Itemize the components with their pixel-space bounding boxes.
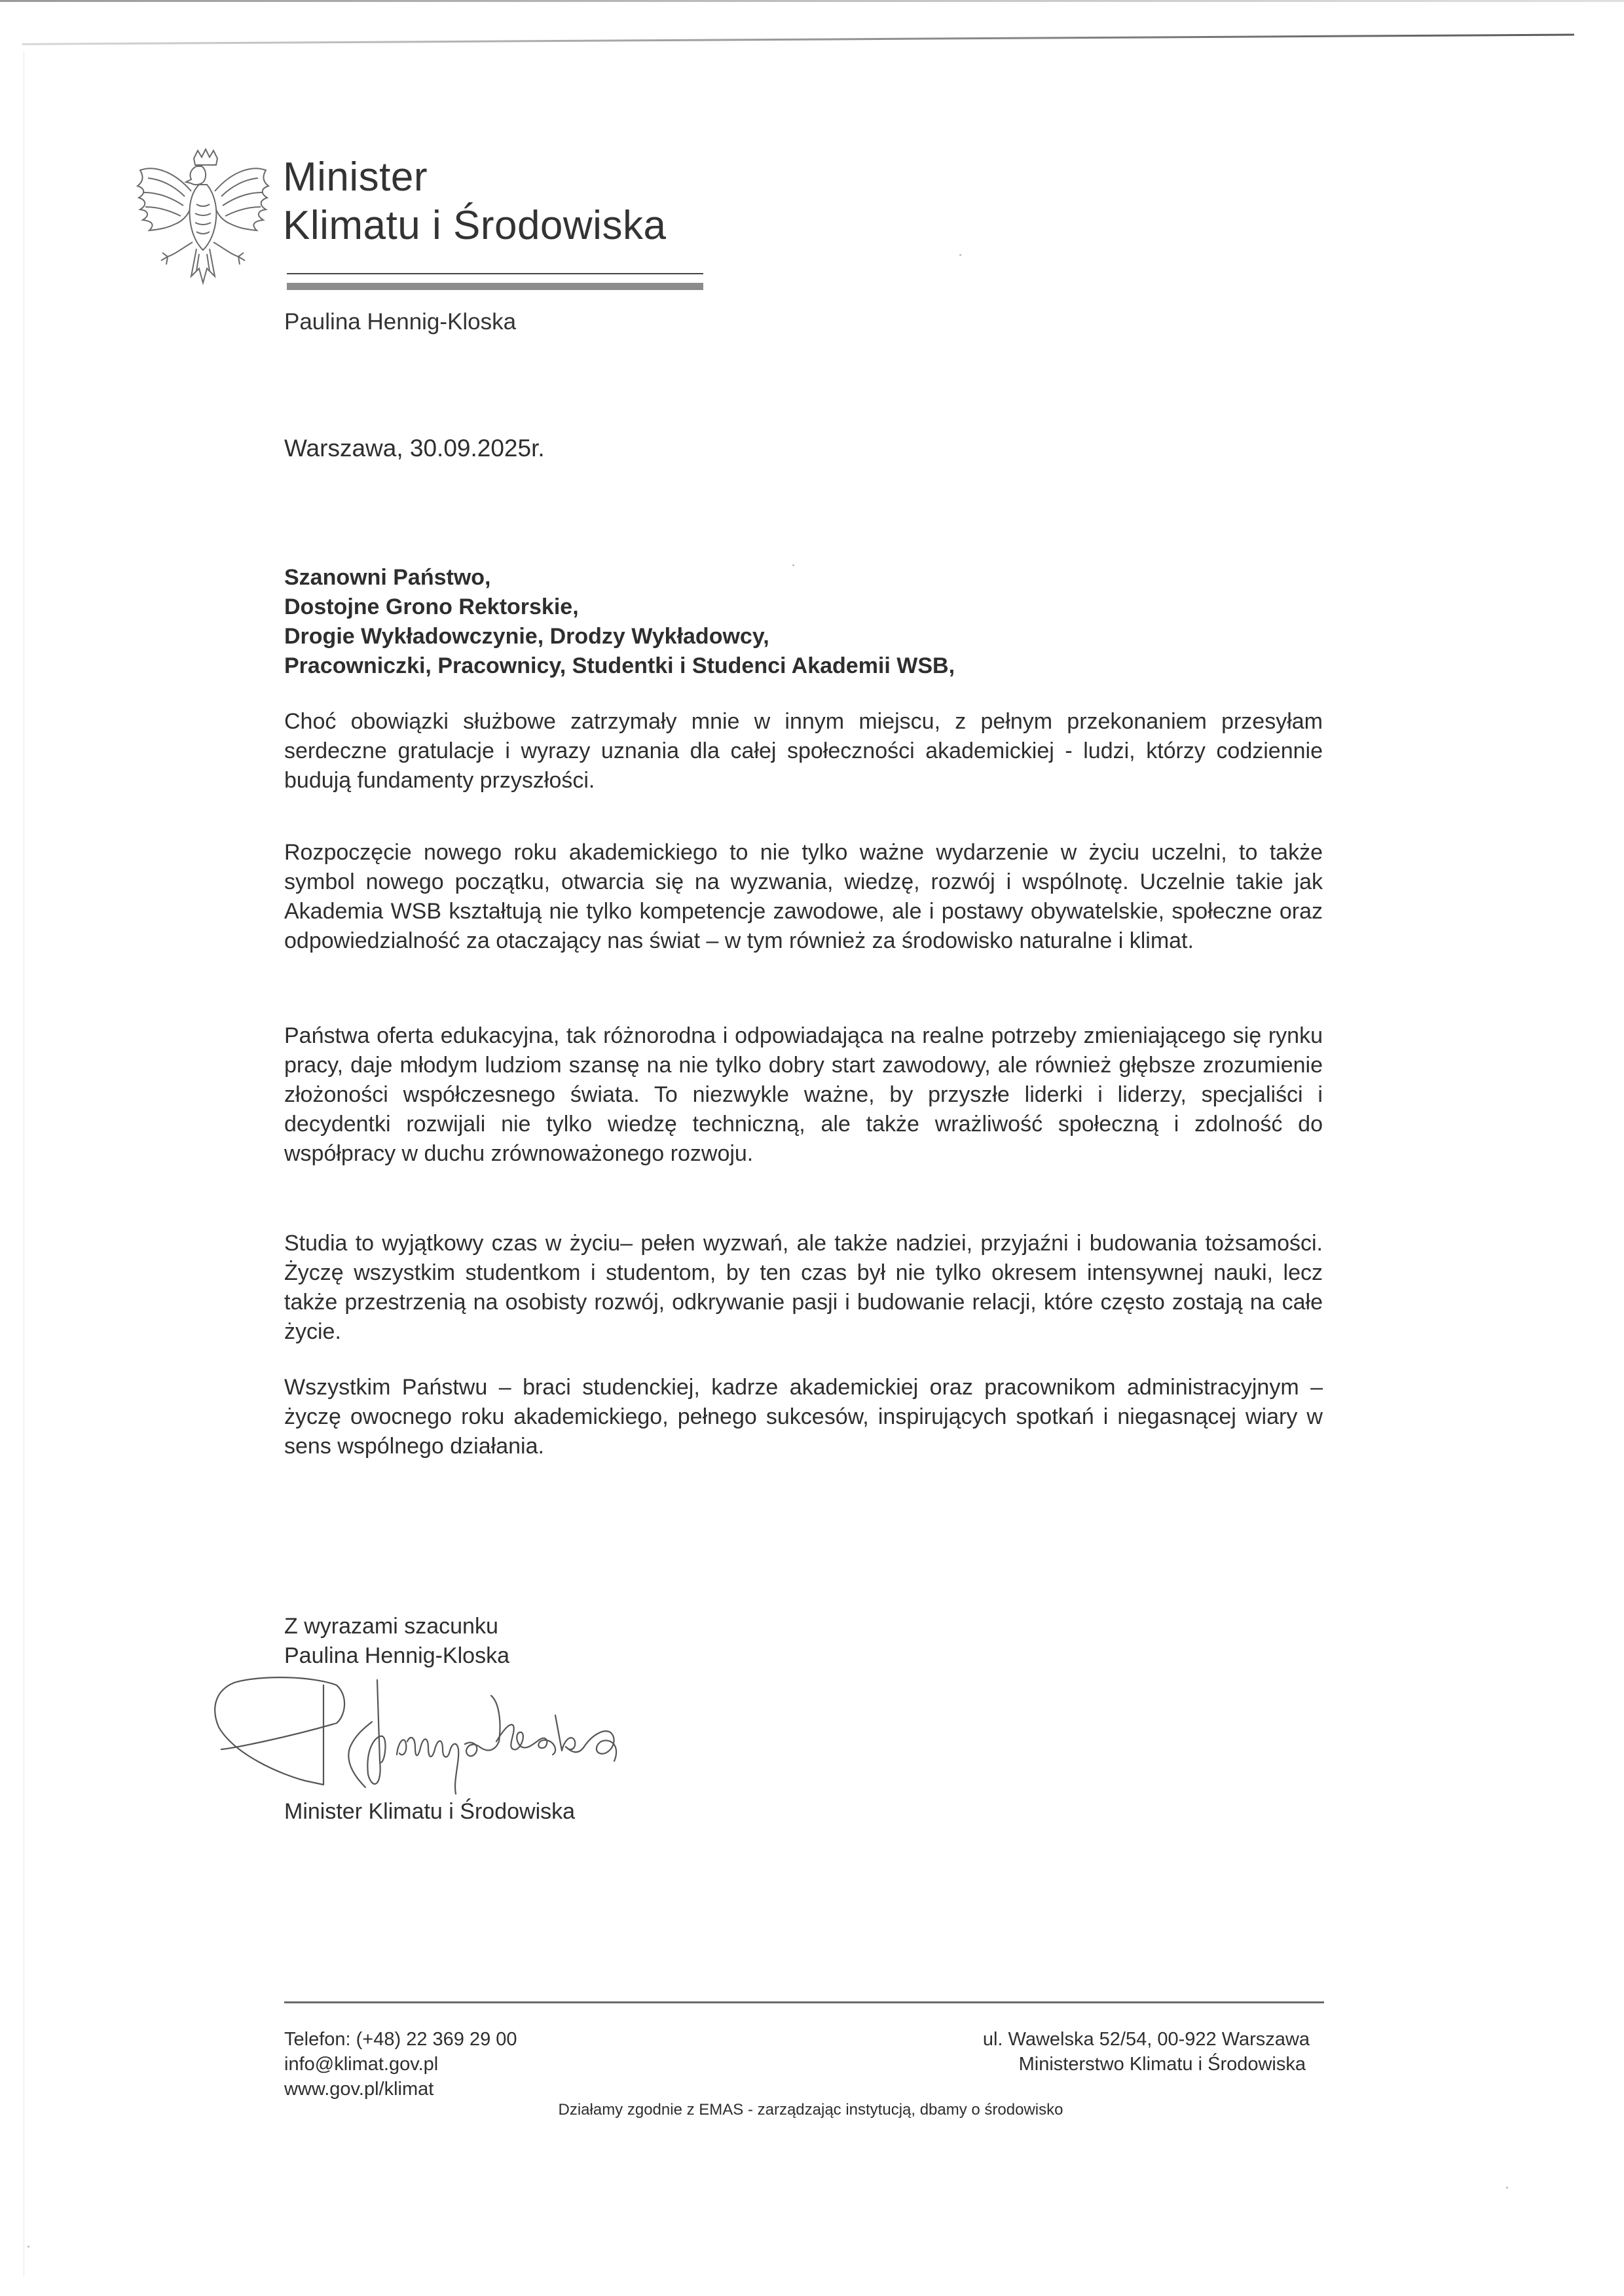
letterhead-rule-thin — [287, 273, 703, 274]
footer-website: www.gov.pl/klimat — [284, 2079, 434, 2100]
closing-block — [284, 1612, 509, 1671]
salutation-line: Drogie Wykładowczynie, Drodzy Wykładowcy, — [284, 624, 769, 649]
salutation — [284, 563, 955, 681]
scan-speck — [1506, 2187, 1508, 2189]
salutation-line: Dostojne Grono Rektorskie, — [284, 594, 579, 619]
body-paragraph: Wszystkim Państwu – braci studenckiej, kadrze akademickiej oraz pracownikom administracyjnym – życzę owocnego roku akademickiego, pełnego sukcesów, inspirujących spotkań i niegasnącej wiary w sens wspólnego działania. — [284, 1375, 1323, 1459]
closing-regards: Z wyrazami szacunku — [284, 1614, 498, 1639]
letterhead-title: Minister — [283, 155, 428, 200]
footer-rule — [284, 2001, 1324, 2003]
scan-speck — [792, 564, 794, 566]
footer-address-block — [983, 2027, 1310, 2077]
salutation-line: Pracowniczki, Pracownicy, Studentki i Studenci Akademii WSB, — [284, 653, 955, 678]
body-paragraph: Rozpoczęcie nowego roku akademickiego to nie tylko ważne wydarzenie w życiu uczelni, to także symbol nowego początku, otwarcia się na wyzwania, wiedzę, rozwój i wspólnotę. Uczelnie takie jak Akademia WSB kształtują nie tylko kompetencje zawodowe, ale i postawy obywatelskie, społeczne oraz odpowiedzialność za otaczający nas świat – w tym również za środowisko naturalne i klimat. — [284, 840, 1323, 953]
footer-emas-text: Działamy zgodnie z EMAS - zarządzając instytucją, dbamy o środowisko — [558, 2101, 1063, 2119]
scan-paper-edge — [22, 34, 1574, 45]
salutation-line: Szanowni Państwo, — [284, 565, 491, 590]
polish-eagle-emblem-icon — [128, 145, 279, 289]
closing-name: Paulina Hennig-Kloska — [284, 1643, 509, 1668]
footer-address: ul. Wawelska 52/54, 00-922 Warszawa — [982, 2029, 1310, 2050]
body-paragraph: Państwa oferta edukacyjna, tak różnorodna i odpowiadająca na realne potrzeby zmieniającego się rynku pracy, daje młodym ludziom szansę na nie tylko dobry start zawodowy, ale również głębsze zrozumienie złożoności współczesnego świata. To niezwykle ważne, by przyszłe liderki i liderzy, specjaliści i decydentki rozwijali nie tylko wiedzę techniczną, ale także wrażliwość społeczną i zdolność do współpracy w duchu zrównoważonego rozwoju. — [284, 1023, 1323, 1166]
letterhead-rule-thick — [287, 283, 703, 290]
scan-top-edge — [0, 0, 1624, 2]
scan-speck — [959, 254, 961, 256]
body-paragraph: Choć obowiązki służbowe zatrzymały mnie w innym miejscu, z pełnym przekonaniem przesyłam serdeczne gratulacje i wyrazy uznania dla całej społeczności akademickiej - ludzi, którzy codziennie budują fundamenty przyszłości. — [284, 709, 1323, 793]
letterhead-minister-name: Paulina Hennig-Kloska — [284, 309, 517, 335]
body-paragraph: Studia to wyjątkowy czas w życiu– pełen wyzwań, ale także nadziei, przyjaźni i budowania tożsamości. Życzę wszystkim studentkom i studentom, by ten czas był nie tylko okresem intensywnej nauki, lecz także przestrzenią na osobisty rozwój, odkrywanie pasji i budowanie relacji, które często zostają na całe życie. — [284, 1231, 1323, 1344]
footer-emas-note — [0, 2101, 1624, 2119]
letterhead-subtitle: Klimatu i Środowiska — [283, 203, 667, 248]
footer-phone: Telefon: (+48) 22 369 29 00 — [284, 2029, 517, 2050]
footer-ministry: Ministerstwo Klimatu i Środowiska — [1018, 2054, 1306, 2075]
footer-email: info@klimat.gov.pl — [284, 2054, 439, 2075]
date-line: Warszawa, 30.09.2025r. — [284, 435, 545, 462]
closing-title: Minister Klimatu i Środowiska — [284, 1799, 576, 1824]
footer-contact — [284, 2027, 517, 2102]
scan-speck — [28, 2246, 29, 2248]
handwritten-signature-icon — [208, 1676, 680, 1800]
